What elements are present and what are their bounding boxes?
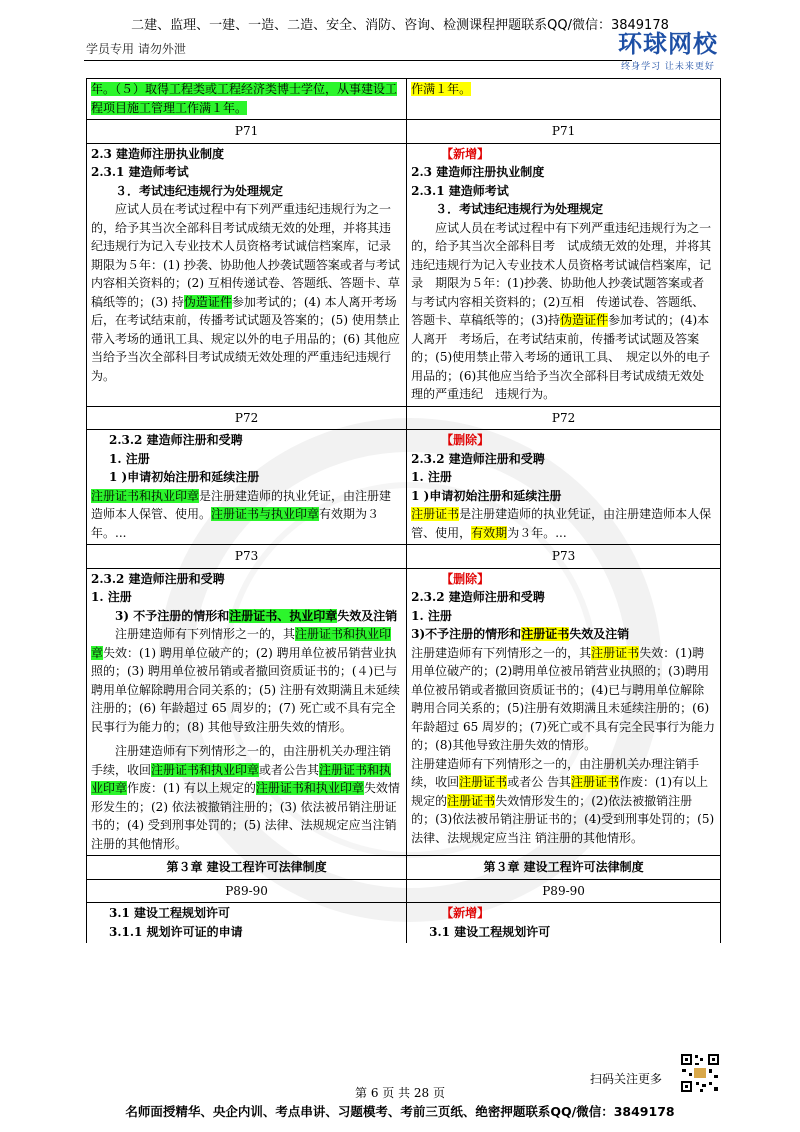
- change-tag: 【新增】: [441, 146, 490, 161]
- highlight-yellow: 注册证书: [411, 507, 460, 521]
- subsection-heading: 2.3.2 建造师注册和受聘: [91, 571, 225, 586]
- highlight-green: 注册证书和执业印章: [151, 762, 260, 777]
- table-row: [87, 79, 721, 120]
- comparison-table: [86, 78, 721, 943]
- table-row: [87, 903, 721, 944]
- page-label: P89-90: [407, 879, 721, 903]
- subsection-heading: 3.1.1 规划许可证的申请: [109, 924, 243, 939]
- paragraph: 应试人员在考试过程中有下列严重违纪违规行为之一的，给予其当次全部科目考试成绩无效的处理，并将其违纪违规行为记入专业技术人员资格考试诚信档案库，记录期限为５年：(1) 抄袭、协助他人抄袭试题答案或者与考试内容相关资料的；(2) 互相传递试卷、答题纸、答题卡、草稿纸等的；(3) 持伪造证件参加考试的；(4) 本人离开考场后，在考试结束前，传播考试试题及答案的；(5) 使用禁止带入考场的通讯工具、规定以外的电子用品的；(6) 其他应当给予当次全部科目考试成绩无效处理的严重违纪违规行为。: [91, 202, 400, 383]
- right-cell: [407, 79, 721, 120]
- item-heading: 1. 注册: [411, 470, 452, 484]
- change-tag: 【删除】: [441, 433, 490, 447]
- table-row: [87, 430, 721, 545]
- paragraph: 注册证书和执业印章是注册建造师的执业凭证，由注册建造师本人保管、使用。注册证书与执业印章有效期为３年。...: [91, 488, 392, 540]
- subsection-heading: 2.3.2 建造师注册和受聘: [411, 590, 545, 604]
- table-row: [87, 568, 721, 856]
- right-cell: [407, 903, 721, 944]
- highlight-green: 注册证书与执业印章: [211, 507, 320, 521]
- left-cell: [87, 430, 407, 545]
- item-heading: 1. 注册: [109, 451, 150, 466]
- logo-title: 环球网校: [618, 30, 718, 58]
- highlight-yellow: 伪造证件: [560, 313, 609, 327]
- page-label: P72: [407, 406, 721, 430]
- bottom-banner: 名师面授精华、央企内训、考点串讲、习题模考、考前三页纸、绝密押题联系QQ/微信：3849178: [125, 1104, 675, 1119]
- highlight-yellow: 作满１年。: [411, 82, 472, 96]
- page-label: P73: [407, 545, 721, 569]
- item-heading: 1 )申请初始注册和延续注册: [109, 470, 260, 484]
- right-cell: [407, 143, 721, 406]
- highlight-green: 注册证书和执业印章: [91, 627, 392, 660]
- left-cell: [87, 903, 407, 944]
- subsection-heading: 2.3.2 建造师注册和受聘: [109, 433, 243, 447]
- highlight-yellow: 注册证书: [447, 793, 496, 808]
- item-heading: 3) 不予注册的情形和注册证书、执业印章失效及注销: [115, 608, 398, 623]
- left-cell: [87, 143, 407, 406]
- page-row: [87, 120, 721, 144]
- item-heading: 3)不予注册的情形和注册证书失效及注销: [411, 627, 630, 641]
- item-heading: 1. 注册: [411, 608, 452, 623]
- subsection-heading: 2.3.2 建造师注册和受聘: [411, 451, 545, 466]
- highlight-yellow: 注册证书: [521, 627, 570, 641]
- subsection-heading: 2.3.1 建造师考试: [91, 165, 189, 179]
- highlight-yellow: 注册证书: [459, 775, 508, 789]
- highlight-green: 注册证书和执业印章: [255, 781, 364, 795]
- highlight-green: 注册证书和执业印章: [91, 488, 200, 503]
- page-label: P73: [87, 545, 407, 569]
- item-heading: ３．考试违纪违规行为处理规定: [115, 183, 284, 198]
- section-heading: 2.3 建造师注册执业制度: [411, 165, 545, 179]
- section-heading: 3.1 建设工程规划许可: [109, 906, 231, 920]
- highlight-green: 注册证书和执业印章: [91, 762, 392, 795]
- chapter-row: [87, 856, 721, 880]
- change-tag: 【删除】: [441, 571, 490, 586]
- logo: [598, 30, 738, 72]
- section-heading: 2.3 建造师注册执业制度: [91, 146, 225, 161]
- page-row: [87, 879, 721, 903]
- highlight-yellow: 注册证书: [591, 645, 640, 660]
- left-cell: [87, 79, 407, 120]
- page-number: 第 6 页 共 28 页: [355, 1086, 445, 1100]
- highlight-green: 注册证书、执业印章: [229, 608, 338, 623]
- header-left-text: 学员专用 请勿外泄: [86, 42, 186, 56]
- chapter-title: 第３章 建设工程许可法律制度: [407, 856, 721, 880]
- highlight-green: 伪造证件: [183, 294, 232, 309]
- paragraph: 注册建造师有下列情形之一的，由注册机关办理注销手续，收回注册证书和执业印章或者公告其注册证书和执业印章作废：(1) 有以上规定的注册证书和执业印章失效情形发生的；(2) 依法被撤销注册的；(3) 依法被吊销注册证书的；(4) 受到刑事处罚的；(5) 法律、法规规定应当注销注册的其他情形。: [91, 744, 400, 851]
- page-label: P72: [87, 406, 407, 430]
- right-cell: [407, 430, 721, 545]
- change-tag: 【新增】: [441, 906, 490, 920]
- paragraph: 应试人员在考试过程中有下列严重违纪违规行为之一的，给予其当次全部科目考 试成绩无效的处理，并将其违纪违规行为记入专业技术人员资格考试诚信档案库，记录 期限为５年：(1)抄袭、协助他人抄袭试题答案或者与考试内容相关资料的；(2)互相 传递试卷、答题纸、答题卡、草稿纸等的；(3)持伪造证件参加考试的；(4)本人离开 考场后，在考试结束前，传播考试试题及答案的；(5)使用禁止带入考场的通讯工具、 规定以外的电子用品的；(6)其他应当给予当次全部科目考试成绩无效处理的严重违纪 违规行为。: [411, 220, 712, 401]
- paragraph: 注册证书是注册建造师的执业凭证，由注册建造师本人保管、使用，有效期为３年。...: [411, 507, 712, 540]
- header-divider: [84, 60, 632, 61]
- page-row: [87, 545, 721, 569]
- page-label: P89-90: [87, 879, 407, 903]
- logo-subtitle: 终身学习 让未来更好: [621, 62, 715, 72]
- chapter-title: 第３章 建设工程许可法律制度: [87, 856, 407, 880]
- left-cell: [87, 568, 407, 856]
- table-row: [87, 143, 721, 406]
- top-banner: 二建、监理、一建、一造、二造、安全、消防、咨询、检测课程押题联系QQ/微信：3849178: [131, 18, 669, 33]
- highlight-yellow: 有效期: [471, 525, 508, 540]
- right-cell: [407, 568, 721, 856]
- paragraph: 注册建造师有下列情形之一的，其注册证书和执业印章失效：(1) 聘用单位破产的；(2) 聘用单位被吊销营业执照的；(3) 聘用单位被吊销或者撤回资质证书的；(４)已与聘用单位解除聘用合同关系的；(5) 注册有效期满且未延续注册的；(6) 年龄超过 65 周岁的；(7) 死亡或不具有完全民事行为能力的；(8) 其他导致注册失效的情形。: [91, 627, 400, 734]
- page-row: [87, 406, 721, 430]
- subsection-heading: 2.3.1 建造师考试: [411, 183, 509, 198]
- page-label: P71: [87, 120, 407, 144]
- highlight-yellow: 注册证书: [571, 775, 620, 789]
- item-heading: 1 )申请初始注册和延续注册: [411, 488, 562, 503]
- item-heading: 1. 注册: [91, 590, 132, 604]
- section-heading: 3.1 建设工程规划许可: [429, 924, 551, 939]
- item-heading: ３．考试违纪违规行为处理规定: [435, 202, 604, 216]
- paragraph: 注册建造师有下列情形之一的，由注册机关办理注销手续，收回注册证书或者公 告其注册证书作废：(1)有以上规定的注册证书失效情形发生的；(2)依法被撤销注册 的；(3)依法被吊销注册证书的；(4)受到刑事处罚的；(5)法律、法规规定应当注 销注册的其他情形。: [411, 756, 715, 845]
- scan-prompt: 扫码关注更多: [590, 1072, 663, 1086]
- paragraph: 注册建造师有下列情形之一的，其注册证书失效：(1)聘用单位破产的；(2)聘用单位被吊销营业执照的；(3)聘用单位被吊销或者撤回资质证书的；(4)已与聘用单位解除聘用合同关系的；(5)注册有效期满且未延续注册的；(6)年龄超过 65 周岁的；(7)死亡或不具有完全民事行为能力的；(8)其他导致注册失效的情形。: [411, 645, 716, 752]
- page-label: P71: [407, 120, 721, 144]
- highlight-green: 年。（５）取得工程类或工程经济类博士学位，从事建设工程项目施工管理工作满１年。: [91, 82, 398, 115]
